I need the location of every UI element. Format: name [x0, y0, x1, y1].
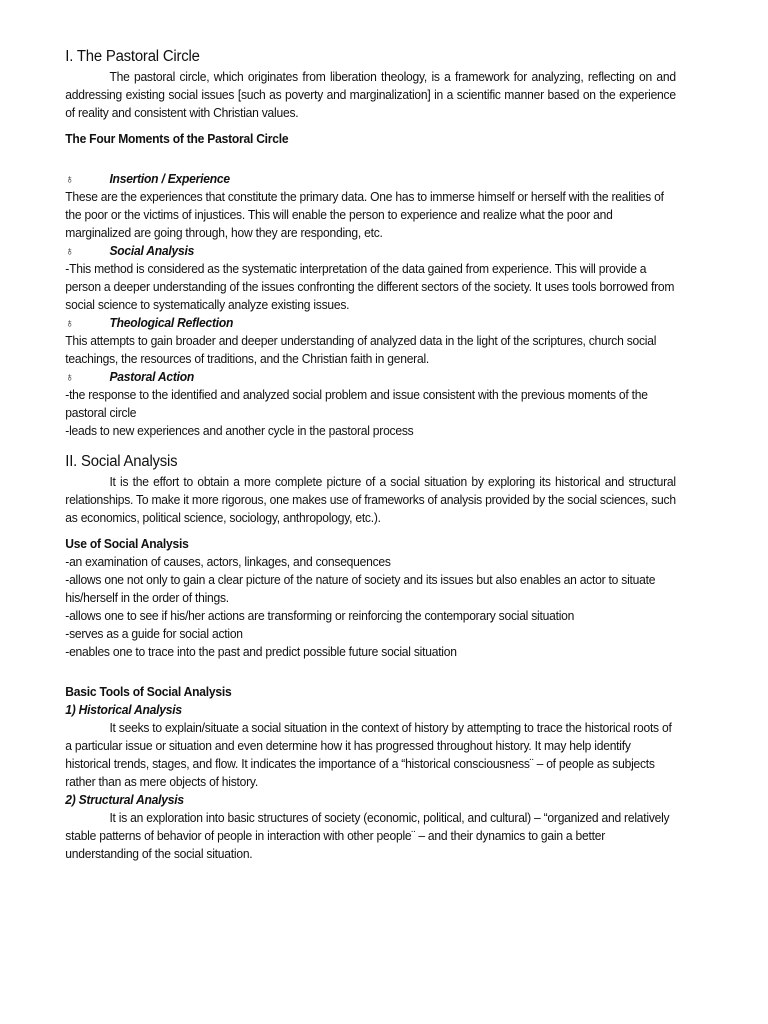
list-item: -allows one not only to gain a clear picture of the nature of society and its issues but also enables an actor to situate his/herself in the order of things. — [65, 573, 656, 605]
moment-title: Pastoral Action — [109, 370, 195, 384]
pastoral-circle-intro: The pastoral circle, which originates from liberation theology, is a framework for analyzing, reflecting on and addressing existing social issues [such as poverty and marginalization] in a scientific manner based on the experience of reality and consistent with Christian values. — [65, 70, 676, 120]
bullet-icon: ♁ — [65, 316, 74, 330]
basic-tools-heading: Basic Tools of Social Analysis — [65, 685, 232, 699]
bullet-icon: ♁ — [65, 244, 74, 258]
social-analysis-intro: It is the effort to obtain a more complete picture of a social situation by exploring its historical and structural relationships. To make it more rigorous, one makes use of frameworks of analysis provided by the social sciences, such as economics, political science, sociology, anthropology, etc.). — [65, 475, 676, 525]
moment-title: Theological Reflection — [109, 316, 234, 330]
bullet-icon: ♁ — [65, 370, 74, 384]
moment-heading-theological-reflection — [65, 314, 676, 332]
moment-title: Social Analysis — [109, 244, 195, 258]
historical-analysis-text: It seeks to explain/situate a social situation in the context of history by attempting to trace the historical roots of a particular issue or situation and even determine how it has progressed throughout history. It may help identify historical trends, stages, and flow. It indicates the importance of a “historical consciousness¨ – of people as subjects rather than as mere objects of history. — [65, 721, 672, 789]
historical-analysis-heading: 1) Historical Analysis — [65, 703, 182, 717]
section-heading-pastoral-circle: I. The Pastoral Circle — [65, 48, 200, 65]
list-item: -allows one to see if his/her actions are transforming or reinforcing the contemporary social situation — [65, 609, 575, 623]
list-item: -serves as a guide for social action — [65, 627, 243, 641]
bullet-icon: ♁ — [65, 172, 74, 186]
four-moments-heading: The Four Moments of the Pastoral Circle — [65, 132, 289, 146]
structural-analysis-text: It is an exploration into basic structures of society (economic, political, and cultural) – “organized and relatively stable patterns of behavior of people in interaction with other people¨ – and their dynamics to gain a better understanding of the social situation. — [65, 811, 670, 861]
moment-title: Insertion / Experience — [109, 172, 230, 186]
list-item: -enables one to trace into the past and predict possible future social situation — [65, 645, 457, 659]
list-item: -an examination of causes, actors, linkages, and consequences — [65, 555, 391, 569]
moment-heading-pastoral-action — [65, 368, 676, 386]
moment-text-insertion: These are the experiences that constitute the primary data. One has to immerse himself or herself with the realities of the poor or the victims of injustices. This will enable the person to experience and realize what the poor and marginalized are going through, how they are responding, etc. — [65, 190, 664, 240]
section-heading-social-analysis: II. Social Analysis — [65, 453, 178, 470]
moment-heading-insertion — [65, 170, 676, 188]
moment-text-theological-reflection: This attempts to gain broader and deeper understanding of analyzed data in the light of the scriptures, church social teachings, the resources of traditions, and the Christian faith in general. — [65, 334, 657, 366]
moment-text-pastoral-action-2: -leads to new experiences and another cycle in the pastoral process — [65, 424, 414, 438]
use-of-social-analysis-heading: Use of Social Analysis — [65, 537, 189, 551]
structural-analysis-heading: 2) Structural Analysis — [65, 793, 184, 807]
moment-text-social-analysis: -This method is considered as the systematic interpretation of the data gained from experience. This will provide a person a deeper understanding of the issues confronting the different sectors of the society. It uses tools borrowed from social science to systematically analyze existing issues. — [65, 262, 675, 312]
moment-heading-social-analysis — [65, 242, 676, 260]
moment-text-pastoral-action-1: -the response to the identified and analyzed social problem and issue consistent with the previous moments of the pastoral circle — [65, 388, 648, 420]
